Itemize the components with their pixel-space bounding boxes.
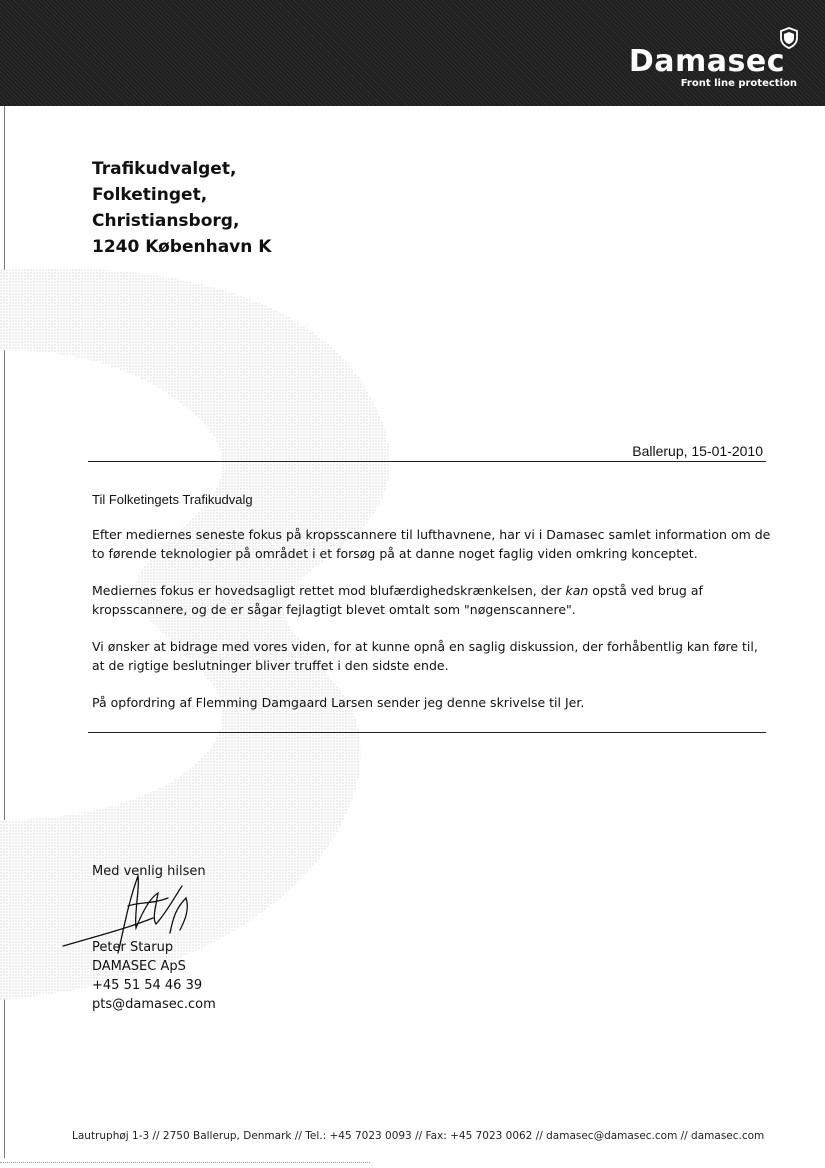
paragraph-2: [92, 581, 772, 619]
signer-phone: +45 51 54 46 39: [92, 978, 203, 993]
recipient-address: [92, 156, 271, 260]
footer-contact: Lautruphøj 1-3 // 2750 Ballerup, Denmark // Tel.: +45 7023 0093 // Fax: +45 7023 0062 // damasec@damasec.com // damasec.com: [72, 1130, 765, 1142]
closing: Med venlig hilsen: [92, 864, 206, 879]
recipient-line: 1240 København K: [92, 237, 272, 257]
salutation: Til Folketingets Trafikudvalg: [92, 492, 253, 507]
paragraph-4: [92, 693, 772, 712]
signer-company: DAMASEC ApS: [92, 959, 186, 974]
emphasis-text: kan: [565, 583, 589, 598]
date-line: Ballerup, 15-01-2010: [632, 443, 763, 459]
brand-tagline: Front line protection: [680, 78, 797, 89]
signer-name: Peter Starup: [92, 940, 174, 955]
brand-name: Damasec: [628, 44, 785, 79]
divider-bottom: [88, 732, 766, 733]
paragraph-1: [92, 525, 772, 563]
letterhead-band: [0, 0, 825, 106]
recipient-line: Trafikudvalget,: [92, 159, 237, 179]
recipient-line: Folketinget,: [92, 185, 208, 205]
paragraph-3: [92, 637, 772, 675]
paragraph-line: to førende teknologier på området i et forsøg på at danne noget faglig viden omkring konceptet.: [92, 546, 698, 561]
paragraph-line: På opfordring af Flemming Damgaard Larsen sender jeg denne skrivelse til Jer.: [92, 695, 585, 710]
paragraph-line: kropsscannere, og de er sågar fejlagtigt blevet omtalt som "nøgenscannere".: [92, 602, 576, 617]
text-run: Mediernes fokus er hovedsagligt rettet mod blufærdighedskrænkelsen, der: [92, 583, 566, 598]
divider-top: [88, 461, 766, 462]
text-run: opstå ved brug af: [588, 583, 703, 598]
signer-block: [92, 938, 216, 1014]
page-edge: [0, 1162, 370, 1164]
paragraph-line: [92, 581, 772, 600]
paragraph-line: Efter mediernes seneste fokus på kropsscannere til lufthavnene, har vi i Damasec samlet information om de: [92, 527, 771, 542]
paragraph-line: at de rigtige beslutninger bliver truffet i den sidste ende.: [92, 658, 449, 673]
signer-email: pts@damasec.com: [92, 997, 216, 1012]
recipient-line: Christiansborg,: [92, 211, 240, 231]
paragraph-line: Vi ønsker at bidrage med vores viden, for at kunne opnå en saglig diskussion, der forhåbentlig kan føre til,: [92, 639, 758, 654]
